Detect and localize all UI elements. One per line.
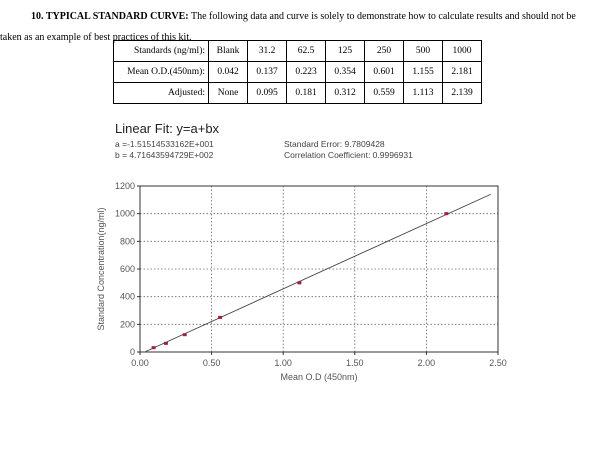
x-tick-label: 2.50 (489, 358, 507, 368)
table-cell: 1.155 (404, 62, 443, 83)
table-cell: 125 (326, 41, 365, 62)
row-label: Adjusted: (114, 83, 209, 104)
heading-text-2: taken as an example of best practices of this kit. (0, 32, 192, 43)
x-tick-label: 0.00 (131, 358, 149, 368)
table-cell: 0.095 (248, 83, 287, 104)
y-axis-label: Standard Concentration(ng/ml) (96, 207, 106, 331)
x-tick-label: 1.00 (274, 358, 292, 368)
fit-title: Linear Fit: y=a+bx (115, 121, 220, 136)
row-label: Mean O.D.(450nm): (114, 62, 209, 83)
table-cell: 0.042 (209, 62, 248, 83)
coef-a: a =-1.51514533162E+001 (115, 139, 214, 149)
data-point (444, 212, 448, 215)
coef-b: b = 4.71643594729E+002 (115, 150, 214, 160)
table-cell: 2.139 (443, 83, 482, 104)
data-point (297, 281, 301, 284)
table-cell: 1.113 (404, 83, 443, 104)
y-tick-label: 0 (129, 347, 135, 357)
y-tick-label: 600 (119, 264, 135, 274)
data-point (218, 316, 222, 319)
y-tick-label: 800 (119, 236, 135, 247)
x-axis-label: Mean O.D (450nm) (280, 372, 358, 382)
y-tick-label: 200 (119, 319, 135, 330)
table-cell: 0.181 (287, 83, 326, 104)
table-cell: 2.181 (443, 62, 482, 83)
y-tick-label: 1200 (114, 181, 135, 191)
standard-error: Standard Error: 9.7809428 (284, 139, 385, 149)
table-cell: 500 (404, 41, 443, 62)
table-cell: 1000 (443, 41, 482, 62)
x-tick-label: 0.50 (202, 358, 221, 368)
table-cell: 62.5 (287, 41, 326, 62)
y-tick-label: 400 (119, 291, 135, 302)
table-cell: None (209, 83, 248, 104)
x-tick-label: 1.50 (346, 358, 364, 368)
table-cell: 0.354 (326, 62, 365, 83)
table-cell: 31.2 (248, 41, 287, 62)
correlation-coefficient: Correlation Coefficient: 0.9996931 (284, 150, 413, 160)
table-cell: 0.559 (365, 83, 404, 104)
section-heading: 10. TYPICAL STANDARD CURVE: (31, 11, 189, 22)
data-point (183, 333, 187, 336)
data-point (164, 342, 168, 345)
heading-text: The following data and curve is solely to demonstrate how to calculate results and should not be (188, 11, 576, 22)
table-cell: 0.137 (248, 62, 287, 83)
row-label: Standards (ng/ml): (114, 41, 209, 62)
table-cell: 0.601 (365, 62, 404, 83)
table-cell: Blank (209, 41, 248, 62)
fit-line (146, 194, 491, 351)
x-tick-label: 2.00 (417, 358, 436, 368)
data-point (152, 346, 156, 349)
table-cell: 0.312 (326, 83, 365, 104)
y-tick-label: 1000 (114, 208, 135, 219)
table-cell: 0.223 (287, 62, 326, 83)
table-cell: 250 (365, 41, 404, 62)
